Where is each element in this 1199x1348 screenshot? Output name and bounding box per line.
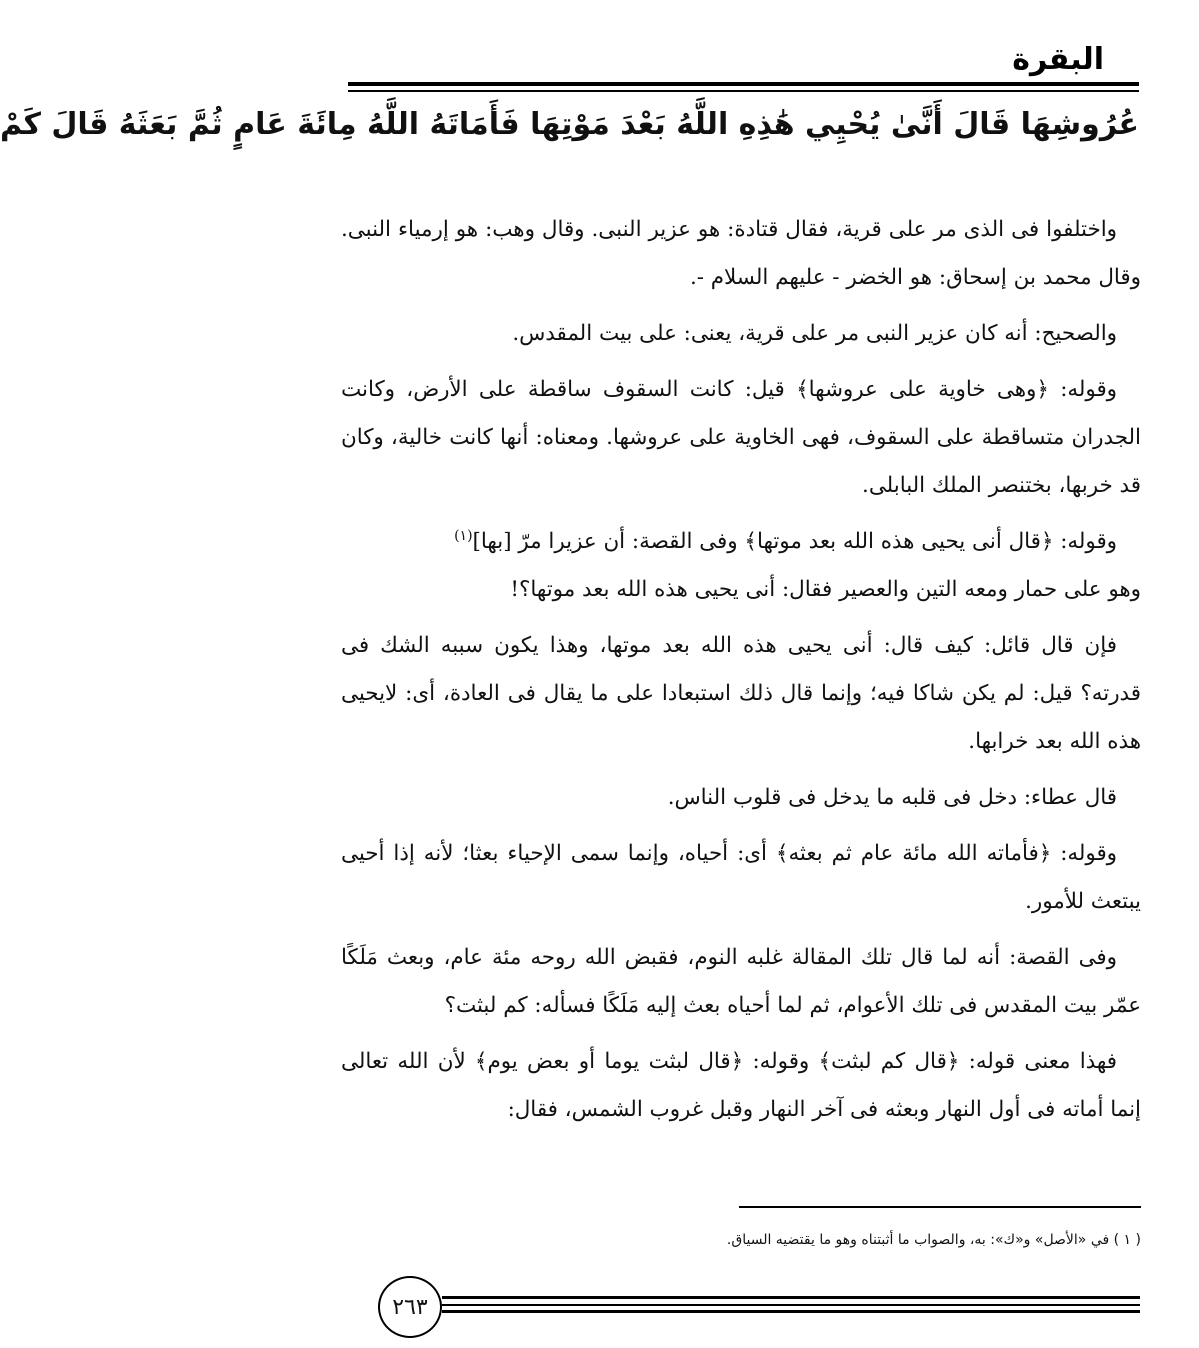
paragraph: وفى القصة: أنه لما قال تلك المقالة غلبه النوم، فقبض الله روحه مئة عام، وبعث مَلَكًا عمّر بيت المقدس فى تلك الأعوام، ثم لما أحياه بعث إليه مَلَكًا فسأله: كم لبثت؟ (341, 945, 1141, 1018)
footnote-marker: (١) (454, 527, 473, 544)
paragraph: وقوله: ﴿وهى خاوية على عروشها﴾ قيل: كانت السقوف ساقطة على الأرض، وكانت الجدران متساقطة على السقوف، فهى الخاوية على عروشها. ومعناه: أنها كانت خالية، وكان قد خربها، بختنصر الملك البابلى. (341, 377, 1141, 498)
commentary-body (341, 206, 1141, 1142)
footnote-separator (739, 1206, 1141, 1208)
paragraph: قال عطاء: دخل فى قلبه ما يدخل فى قلوب الناس. (667, 785, 1117, 810)
paragraph: واختلفوا فى الذى مر على قرية، فقال قتادة: هو عزير النبى. وقال وهب: هو إرمياء النبى. وقال محمد بن إسحاق: هو الخضر - عليهم السلام -. (341, 217, 1141, 290)
paragraph-text: وقوله: ﴿قال أنى يحيى هذه الله بعد موتها﴾ وفى القصة: أن عزيرا مرّ [بها] (472, 529, 1117, 554)
paragraph: فهذا معنى قوله: ﴿قال كم لبثت﴾ وقوله: ﴿قال لبثت يوما أو بعض يوم﴾ لأن الله تعالى إنما أماته فى أول النهار وبعثه فى آخر النهار وقبل غروب الشمس، فقال: (341, 1049, 1141, 1122)
surah-title: البقرة (1012, 42, 1104, 77)
paragraph: والصحيح: أنه كان عزير النبى مر على قرية، يعنى: على بيت المقدس. (512, 321, 1117, 346)
paragraph: وقوله: ﴿فأماته الله مائة عام ثم بعثه﴾ أى: أحياه، وإنما سمى الإحياء بعثا؛ لأنه إذا أحيى يبتعث للأمور. (341, 841, 1141, 914)
footer-rule (442, 1304, 1140, 1306)
header-rule-thick (348, 82, 1139, 86)
footnote: ( ١ ) في «الأصل» و«ك»: به، والصواب ما أثبتناه وهو ما يقتضيه السياق. (726, 1232, 1141, 1248)
footer-rule (442, 1310, 1140, 1313)
paragraph (341, 518, 1141, 566)
paragraph: فإن قال قائل: كيف قال: أنى يحيى هذه الله بعد موتها، وهذا يكون سببه الشك فى قدرته؟ قيل: لم يكن شاكا فيه؛ وإنما قال ذلك استبعادا على ما يقال فى العادة، أى: لايحيى هذه الله بعد خرابها. (341, 633, 1141, 754)
paragraph-continuation: وهو على حمار ومعه التين والعصير فقال: أنى يحيى هذه الله بعد موتها؟! (510, 577, 1141, 602)
quran-verse-line: عُرُوشِهَا قَالَ أَنَّىٰ يُحْيِي هَٰذِهِ اللَّهُ بَعْدَ مَوْتِهَا فَأَمَاتَهُ اللَّهُ مِائَةَ عَامٍ ثُمَّ بَعَثَهُ قَالَ كَمْ (0, 107, 1139, 142)
footer-rule (442, 1296, 1140, 1299)
page-number: ٢٦٣ (378, 1276, 442, 1338)
header-rule-thin (348, 90, 1139, 92)
